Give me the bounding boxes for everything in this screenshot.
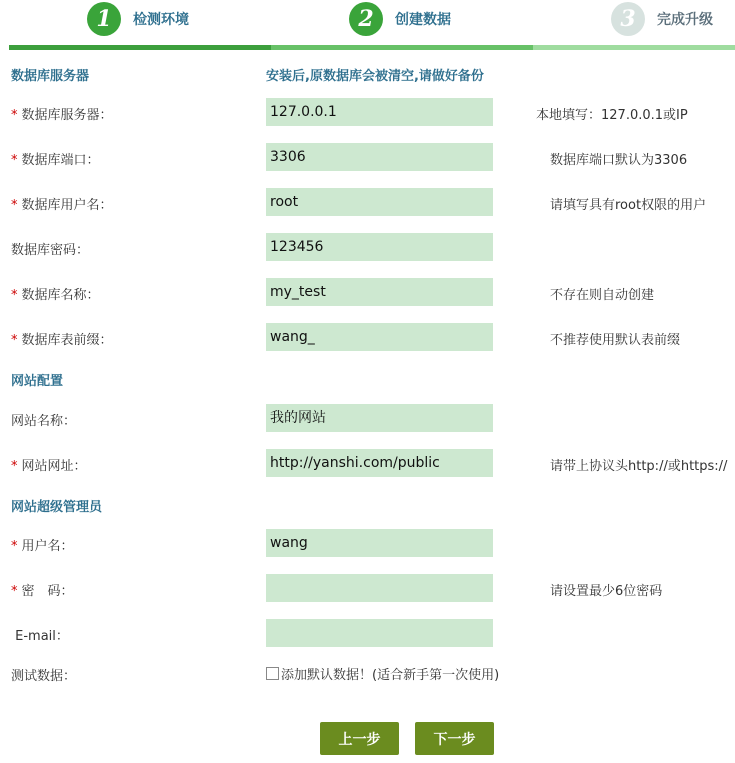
row-admin-email <box>0 619 735 647</box>
step-finish-upgrade <box>611 2 713 36</box>
row-db-user <box>0 188 735 216</box>
db-prefix-hint: 不推荐使用默认表前缀 <box>550 333 681 348</box>
step-create-data <box>349 2 451 36</box>
site-name-input[interactable] <box>266 404 493 432</box>
step-label-1: 检测环境 <box>133 12 189 28</box>
progress-segment-2 <box>271 45 533 50</box>
backup-warning: 安装后,原数据库会被清空,请做好备份 <box>266 69 484 84</box>
site-name-label: 网站名称： <box>11 414 77 429</box>
row-db-name <box>0 278 735 306</box>
required-mark: * <box>11 584 18 599</box>
admin-email-input[interactable] <box>266 619 493 647</box>
db-port-hint: 数据库端口默认为3306 <box>550 153 688 168</box>
admin-user-label: * 用户名： <box>11 539 74 554</box>
step-number-2: 2 <box>349 2 383 36</box>
site-url-label: * 网站网址： <box>11 459 87 474</box>
db-user-label: * 数据库用户名： <box>11 198 113 213</box>
row-db-password <box>0 233 735 261</box>
admin-password-hint: 请设置最少6位密码 <box>550 584 663 599</box>
db-password-label: 数据库密码： <box>11 243 90 258</box>
progress-segment-1 <box>9 45 271 50</box>
db-port-input[interactable] <box>266 143 493 171</box>
row-site-name <box>0 404 735 432</box>
db-host-hint: 本地填写：127.0.0.1或IP <box>536 108 688 123</box>
test-data-checkbox-label[interactable]: 添加默认数据！(适合新手第一次使用) <box>281 668 500 683</box>
step-check-environment <box>87 2 189 36</box>
admin-email-label: E-mail： <box>11 629 69 644</box>
test-data-label: 测试数据： <box>11 669 77 684</box>
install-steps <box>0 0 735 52</box>
db-host-input[interactable] <box>266 98 493 126</box>
row-admin-user <box>0 529 735 557</box>
db-name-label: * 数据库名称： <box>11 288 100 303</box>
required-mark: * <box>11 108 18 123</box>
progress-segment-3 <box>533 45 735 50</box>
db-password-input[interactable] <box>266 233 493 261</box>
db-name-input[interactable] <box>266 278 493 306</box>
section-title-database: 数据库服务器 <box>11 69 90 84</box>
test-data-option <box>266 664 499 683</box>
row-db-host <box>0 98 735 126</box>
db-host-label: * 数据库服务器： <box>11 108 113 123</box>
previous-step-button[interactable]: 上一步 <box>320 722 399 755</box>
step-label-3: 完成升级 <box>657 12 713 28</box>
db-prefix-input[interactable] <box>266 323 493 351</box>
site-url-hint: 请带上协议头http://或https:// <box>550 459 728 474</box>
row-test-data <box>0 659 735 687</box>
section-title-admin: 网站超级管理员 <box>11 500 103 515</box>
admin-user-input[interactable] <box>266 529 493 557</box>
row-db-port <box>0 143 735 171</box>
admin-password-label: * 密 码： <box>11 584 74 599</box>
required-mark: * <box>11 288 18 303</box>
row-admin-password <box>0 574 735 602</box>
required-mark: * <box>11 333 18 348</box>
section-title-site: 网站配置 <box>11 374 64 389</box>
test-data-checkbox[interactable] <box>266 667 279 680</box>
db-prefix-label: * 数据库表前缀： <box>11 333 113 348</box>
next-step-button[interactable]: 下一步 <box>415 722 494 755</box>
db-user-hint: 请填写具有root权限的用户 <box>550 198 707 213</box>
step-number-3: 3 <box>611 2 645 36</box>
row-site-url <box>0 449 735 477</box>
required-mark: * <box>11 539 18 554</box>
required-mark: * <box>11 459 18 474</box>
db-port-label: * 数据库端口： <box>11 153 100 168</box>
db-user-input[interactable] <box>266 188 493 216</box>
step-number-1: 1 <box>87 2 121 36</box>
required-mark: * <box>11 153 18 168</box>
step-label-2: 创建数据 <box>395 12 451 28</box>
db-name-hint: 不存在则自动创建 <box>550 288 655 303</box>
site-url-input[interactable] <box>266 449 493 477</box>
admin-password-input[interactable] <box>266 574 493 602</box>
row-db-prefix <box>0 323 735 351</box>
required-mark: * <box>11 198 18 213</box>
